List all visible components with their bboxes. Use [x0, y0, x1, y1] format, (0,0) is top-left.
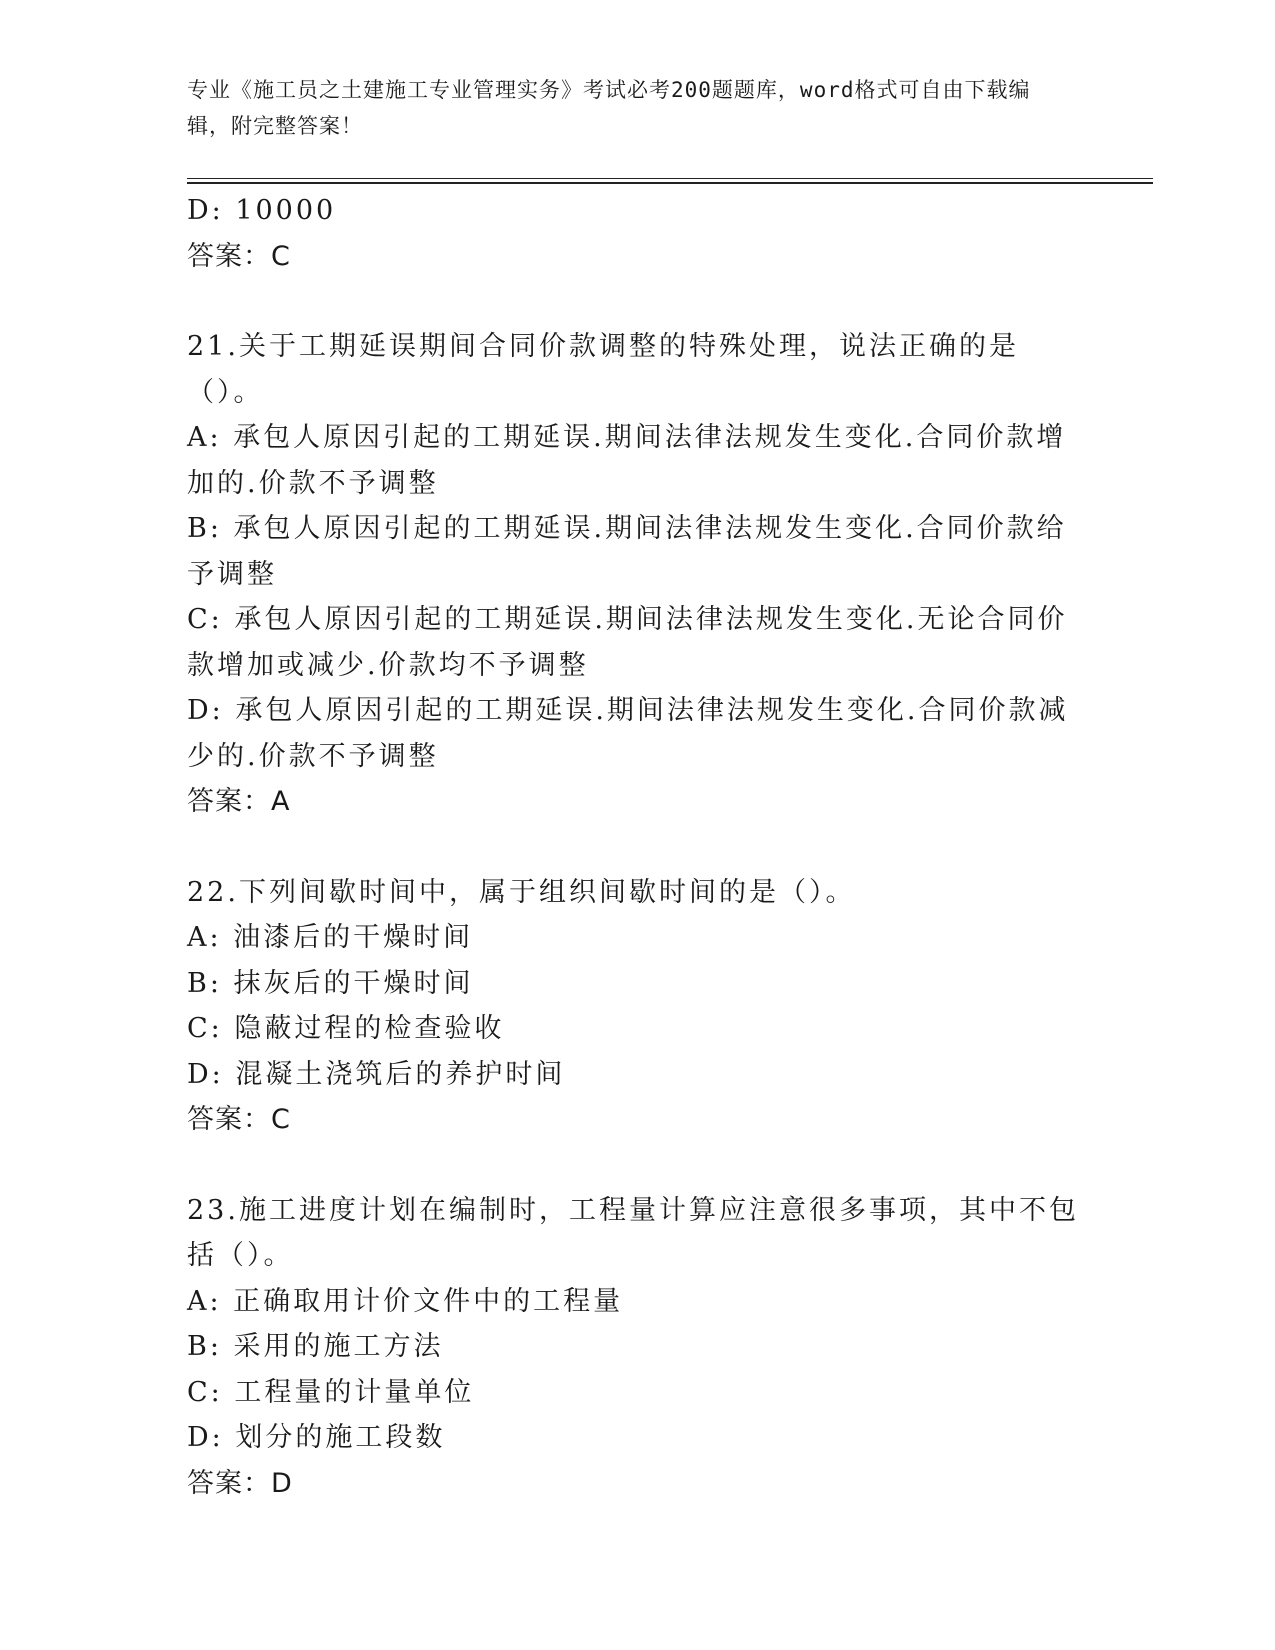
answer: 答案：A — [187, 786, 291, 817]
document-body — [187, 188, 1087, 1506]
previous-option-d: D: 10000 — [187, 195, 337, 226]
option-a: A: 油漆后的干燥时间 — [187, 922, 474, 953]
option-a: A: 承包人原因引起的工期延误.期间法律法规发生变化.合同价款增加的.价款不予调整 — [187, 422, 1067, 499]
option-c: C: 工程量的计量单位 — [187, 1376, 475, 1408]
question-stem: 22.下列间歇时间中，属于组织间歇时间的是（）。 — [187, 876, 856, 908]
option-c: C: 承包人原因引起的工期延误.期间法律法规发生变化.无论合同价款增加或减少.价款均不予调整 — [187, 604, 1068, 681]
option-d: D: 承包人原因引起的工期延误.期间法律法规发生变化.合同价款减少的.价款不予调整 — [187, 695, 1069, 772]
question-stem: 23.施工进度计划在编制时，工程量计算应注意很多事项，其中不包括（）。 — [187, 1194, 1079, 1271]
previous-answer: 答案：C — [187, 240, 291, 272]
option-c: C: 隐蔽过程的检查验收 — [187, 1013, 505, 1044]
question-stem: 21.关于工期延误期间合同价款调整的特殊处理，说法正确的是（）。 — [187, 331, 1019, 408]
question-22 — [187, 870, 1087, 1143]
header-divider-thin — [187, 178, 1153, 179]
header-divider-thick — [187, 182, 1153, 184]
question-23 — [187, 1188, 1087, 1507]
document-header: 专业《施工员之土建施工专业管理实务》考试必考200题题库，word格式可自由下载编辑，附完整答案！ — [187, 78, 1031, 138]
option-d: D: 混凝土浇筑后的养护时间 — [187, 1058, 566, 1090]
option-b: B: 抹灰后的干燥时间 — [187, 967, 474, 999]
option-a: A: 正确取用计价文件中的工程量 — [187, 1285, 624, 1317]
option-b: B: 承包人原因引起的工期延误.期间法律法规发生变化.合同价款给予调整 — [187, 513, 1067, 590]
answer: 答案：C — [187, 1104, 291, 1135]
answer: 答案：D — [187, 1467, 293, 1499]
question-21 — [187, 324, 1087, 825]
option-d: D: 划分的施工段数 — [187, 1422, 446, 1453]
option-b: B: 采用的施工方法 — [187, 1331, 444, 1362]
